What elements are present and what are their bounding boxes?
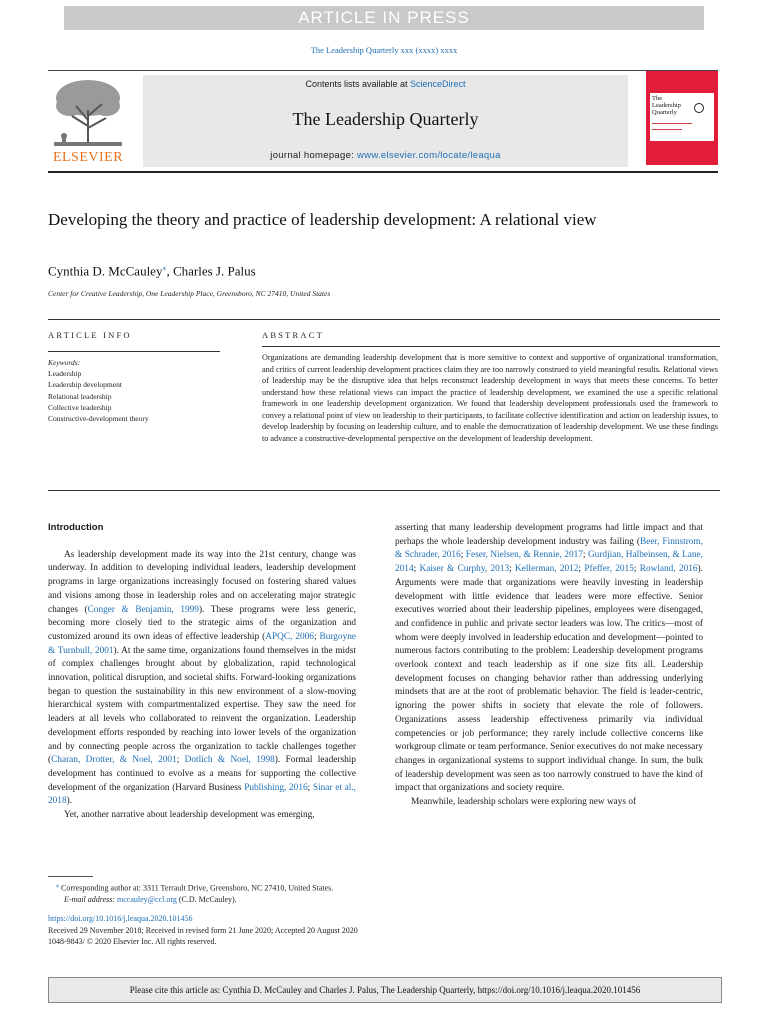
homepage-prefix: journal homepage: [270,150,358,161]
citation-link[interactable]: Sinar et al., 2018 [48,782,356,807]
author-name[interactable]: Charles J. Palus [172,263,256,279]
citation-notice-box: Please cite this article as: Cynthia D. McCauley and Charles J. Palus, The Leadership Quarterly, https://doi.org/10.1016/j.leaqua.2020.101456 [48,977,722,1003]
body-text: ; [176,755,185,766]
journal-cover-thumbnail [646,71,718,165]
author-name[interactable]: Cynthia D. McCauley [48,263,163,279]
citation-link[interactable]: Conger & Benjamin, 1999 [87,604,199,615]
body-text: ). [66,796,73,807]
body-text: ; [509,564,515,575]
email-label: E-mail address: [64,895,118,905]
journal-header-box [143,75,628,167]
citation-link[interactable]: Rowland, 2016 [639,564,698,575]
body-text: ; [578,564,585,575]
body-text: ; [460,550,466,561]
body-text: asserting that many leadership development programs had little impact and that perhaps the whole leadership development industry was failing ( [395,523,703,547]
copyright-notice: 1048-9843/ © 2020 Elsevier Inc. All rights reserved. [48,937,217,947]
citation-link[interactable]: Pfeffer, 2015 [584,564,634,575]
cover-title-line-2: Leadership [652,102,681,109]
keyword: Leadership [48,369,82,379]
body-paragraph: Yet, another narrative about leadership development was emerging, [64,810,315,821]
keywords-list [48,357,149,424]
affiliation: Center for Creative Leadership, One Leadership Place, Greensboro, NC 27410, United States [48,289,331,298]
abstract-text: Organizations are demanding leadership development that is more sensitive to context and supportive of organizational transformation, and critics of current leadership development practices claim they are too narrowly construed to yield meaningful results. Relational views of leadership may be the disruptive idea that helps reconstruct leadership development in ways that meets these concerns. To better understand how these relational views can impact the practice of leadership development, we examined the use a specific relational framework in one leadership development organization. We found that leadership development professionals used the framework to convey a relational point of view on leadership to their participants, to facilitate collective identification and action on leadership issues, to develop leadership by focusing on leadership culture, and to enable the democratization of leadership development. We use these findings to advance a constructive-developmental perspective on the development of leadership development. [262,353,718,443]
footnote-mark: ⁎ [56,883,59,889]
cover-title-line-1: The [652,95,663,102]
author-email-link[interactable]: mccauley@ccl.org [117,895,177,905]
footnote-rule [48,876,93,877]
article-info-rule [48,351,220,352]
received-dates: Received 29 November 2018; Received in revised form 21 June 2020; Accepted 20 August 2020 [48,925,358,935]
citation-link[interactable]: Kaiser & Curphy, 2013 [419,564,510,575]
article-in-press-banner: ARTICLE IN PRESS [64,6,704,30]
corresponding-author-mark[interactable]: ⁎ [162,263,167,272]
footnote-email-line [48,894,333,906]
body-paragraph: Meanwhile, leadership scholars were exploring new ways of [411,797,637,808]
email-suffix: (C.D. McCauley). [176,895,237,905]
keyword: Collective leadership [48,402,112,412]
cover-divider [652,123,692,124]
citation-link[interactable]: Burgoyne & Turnbull, 2001 [48,631,356,656]
keywords-label: Keywords: [48,358,81,367]
elsevier-tree-icon [48,76,128,150]
cover-title-line-3: Quarterly [652,109,677,116]
footnote-address [48,881,333,894]
body-text: ; [307,782,313,793]
body-paragraph [395,522,703,796]
publication-info [48,913,358,948]
body-right-column [395,522,703,810]
body-left-column [48,521,356,823]
footnote-text: Corresponding author at: 3311 Terrault Drive, Greensboro, NC 27410, United States. [61,883,334,893]
abstract-rule [262,346,720,347]
body-paragraph [48,549,356,809]
body-text: ; [413,564,420,575]
header-top-rule [48,70,718,71]
header-bottom-rule [48,171,718,173]
introduction-heading: Introduction [48,522,104,533]
citation-link[interactable]: Feser, Nielsen, & Rennie, 2017 [465,550,583,561]
body-text: ; [313,631,320,642]
journal-title: The Leadership Quarterly [292,109,479,129]
cover-logo-icon [694,103,704,113]
body-text: ). At the same time, organizations found themselves in the midst of complex challenges brought about by globalization, rapid technological innovation, political disruption, and societal shifts. Forward-looking organizations began to question the sustainability in this new environment of a slow-moving hierarchical system with compartmentalized expertise. They saw the need for leaders at all levels who collaborated to reinvent the organization. Leadership development efforts responded by reaching into lower levels of the organization and by connecting people across the organization to tackle challenges together ( [48,645,356,766]
citation-link[interactable]: Kellerman, 2012 [515,564,579,575]
cover-title [652,95,681,116]
elsevier-wordmark: ELSEVIER [52,150,124,165]
doi-link[interactable]: https://doi.org/10.1016/j.leaqua.2020.101456 [48,914,193,923]
keyword: Leadership development [48,380,122,390]
body-text: As leadership development made its way into the 21st century, change was underway. In addition to developing individual leaders, leadership development programs in large organizations increasingly focused on fostering shared values and visions among those in leadership roles and on accelerating major strategic changes ( [48,549,356,615]
section-rule [48,319,720,320]
citation-link[interactable]: Publishing, 2016 [244,782,308,793]
author-list [48,263,256,279]
homepage-link[interactable]: www.elsevier.com/locate/leaqua [357,150,501,161]
abstract-heading: ABSTRACT [262,330,324,340]
citation-link[interactable]: Gurdjian, Halbeinsen, & Lane, 2014 [395,550,703,575]
body-text: ; [633,564,640,575]
keyword: Relational leadership [48,391,112,401]
corresponding-author-footnote [48,881,333,906]
sciencedirect-link[interactable]: ScienceDirect [410,79,466,89]
citation-link[interactable]: Beer, Finnstrom, & Schrader, 2016 [395,536,703,561]
contents-prefix: Contents lists available at [305,79,411,89]
body-text: ). Arguments were made that organizations were heavily investing in leadership development with little evidence that leaders were more effective. Senior executives worried about their leadership pipelines, employees were disengaged, and confidence in public and private sector leaders was low. The critics—most of whom were deeply involved in leadership education and development—pointed to numerous factors contributing to the problem: Leadership development programs overlook context and teach leadership as if one size fits all. Leadership development focuses on changing behavior rather than addressing underlying mindsets that are at the root of problematic behavior. The field is leader-centric, ignoring the power shifts in society that elevate the role of followers. Organizations assess leadership effectiveness primarily via individual competencies or job performance; they rarely include collective concerns like workgroup climate or team performance. Senior executives do not make necessary changes in organizational systems to support individual change. In sum, the bulk of leadership development was seen as too narrowly construed to have the kind of impact that organizations and society require. [395,564,703,794]
author-separator: , [166,263,173,279]
body-text: ). These programs were less generic, becoming more closely tied to the strategic aims of the organization and customized around its own ideas of effective leadership ( [48,604,356,642]
citation-link[interactable]: Charan, Drotter, & Noel, 2001 [51,755,177,766]
body-text: ). Formal leadership development has continued to evolve as a means for supporting the collective development of the organization (Harvard Business [48,755,356,793]
cover-divider [652,129,682,130]
contents-line [143,79,628,89]
body-text: ; [582,550,588,561]
keyword: Constructive-development theory [48,414,149,424]
journal-reference-link[interactable]: The Leadership Quarterly xxx (xxxx) xxxx [310,45,458,55]
article-info-heading: ARTICLE INFO [48,330,132,340]
journal-homepage [143,150,628,161]
section-rule [48,490,720,491]
article-title: Developing the theory and practice of leadership development: A relational view [48,210,597,229]
citation-link[interactable]: APQC, 2006 [265,631,314,642]
elsevier-logo [48,76,128,166]
cover-title-panel [650,93,714,141]
citation-link[interactable]: Dotlich & Noel, 1998 [184,755,275,766]
